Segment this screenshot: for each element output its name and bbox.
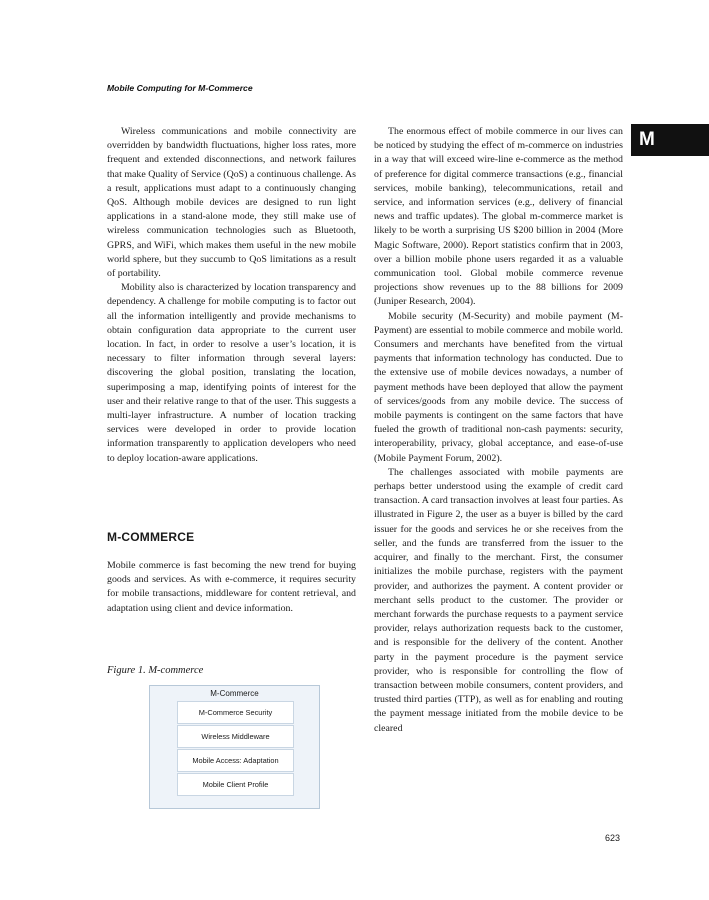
figure-layer-box: M-Commerce Security	[177, 701, 294, 724]
paragraph: Wireless communications and mobile connectivity are overridden by bandwidth fluctuations, higher loss rates, more frequent and extended disconnections, and network failures that make Quality of Service (QoS) a continuous challenge. As a result, applications must adapt to a continuously changing QoS. Although mobile devices are designed to run light applications in a stand-alone mode, they still make use of wireless communication technologies such as Bluetooth, GPRS, and WiFi, which makes them useful in the new mobile world sphere, but they succumb to QoS limitations as a result of portability.	[107, 126, 356, 280]
figure-layer-box: Wireless Middleware	[177, 725, 294, 748]
paragraph: Mobile security (M-Security) and mobile payment (M-Payment) are essential to mobile commerce and mobile world. Consumers and merchants have benefited from the virtual payments that information technology has conducted. Due to the extensive use of mobile devices nowadays, a number of payment methods have been deployed that allow the payment of services/goods from any mobile device. The success of mobile payments is contingent on the same factors that have fueled the growth of traditional non-cash payments: security, interoperability, privacy, global acceptance, and ease-of-use (Mobile Payment Forum, 2002).	[374, 310, 623, 464]
figure-layer-box: Mobile Access: Adaptation	[177, 749, 294, 772]
paragraph: Mobility also is characterized by location transparency and dependency. A challenge for mobile computing is to factor out all the information intelligently and provide mechanisms to obtain configuration data appropriate to the current user location. In fact, in order to resolve a user’s location, it is necessary to filter information through several layers: discovering the global position, translating the location, superimposing a map, identifying points of interest for the user and their relative range to that of the user. This suggests a multi-layer infrastructure. A number of location tracking services were developed in order to provide location information transparently to application developers who need to deploy location-aware applications.	[107, 282, 356, 464]
section-tab-letter: M	[631, 124, 709, 156]
page-number: 623	[605, 833, 621, 843]
paragraph: The enormous effect of mobile commerce in our lives can be noticed by studying the effect of m-commerce on industries in a way that will exceed wire-line e-commerce as the method of preference for digital commerce transactions (e.g., financial services, mobile banking), telecommunications, retail and service, and information services (e.g., delivery of financial news and traffic updates). The global m-commerce market is likely to be worth a surprising US $200 billion in 2004 (More Magic Software, 2000). Report statistics confirm that in 2003, over a billion mobile phone users regarded it as a valuable communication tool. Global mobile commerce revenue projections show revenues up to the 88 billions for 2009 (Juniper Research, 2004).	[374, 126, 623, 308]
section-intro-text	[107, 559, 356, 616]
paragraph: Mobile commerce is fast becoming the new trend for buying goods and services. As with e-commerce, it requires security for mobile transactions, middleware for content retrieval, and adaptation using client and device information.	[107, 560, 356, 614]
figure-caption: Figure 1. M-commerce	[107, 665, 204, 676]
figure-diagram	[149, 685, 320, 809]
figure-title: M-Commerce	[210, 689, 259, 698]
paragraph: The challenges associated with mobile payments are perhaps better understood using the example of credit card transaction. A card transaction involves at least four parties. As illustrated in Figure 2, the user as a buyer is billed by the card issuer for the goods and services he or she receives from the seller, and the funds are transferred from the issuer to the acquirer, and finally to the merchant. First, the consumer initializes the mobile purchase, registers with the payment provider, and authorizes the payment. A content provider or merchant sells product to the customer. The provider or merchant forwards the purchase requests to a payment service provider, relays authorization requests back to the customer, and is responsible for the delivery of the content. Another party in the payment procedure is the payment service provider, who is responsible for controlling the flow of transaction between mobile consumers, content providers, and trusted third parties (TTP), as well as for enabling and routing the payment message initiated from the mobile device to be cleared	[374, 466, 623, 734]
right-column-text	[374, 125, 623, 736]
running-header-title: Mobile Computing for M-Commerce	[107, 83, 253, 93]
left-column-text	[107, 125, 356, 466]
figure-layer-box: Mobile Client Profile	[177, 773, 294, 796]
section-heading: M-COMMERCE	[107, 530, 195, 544]
